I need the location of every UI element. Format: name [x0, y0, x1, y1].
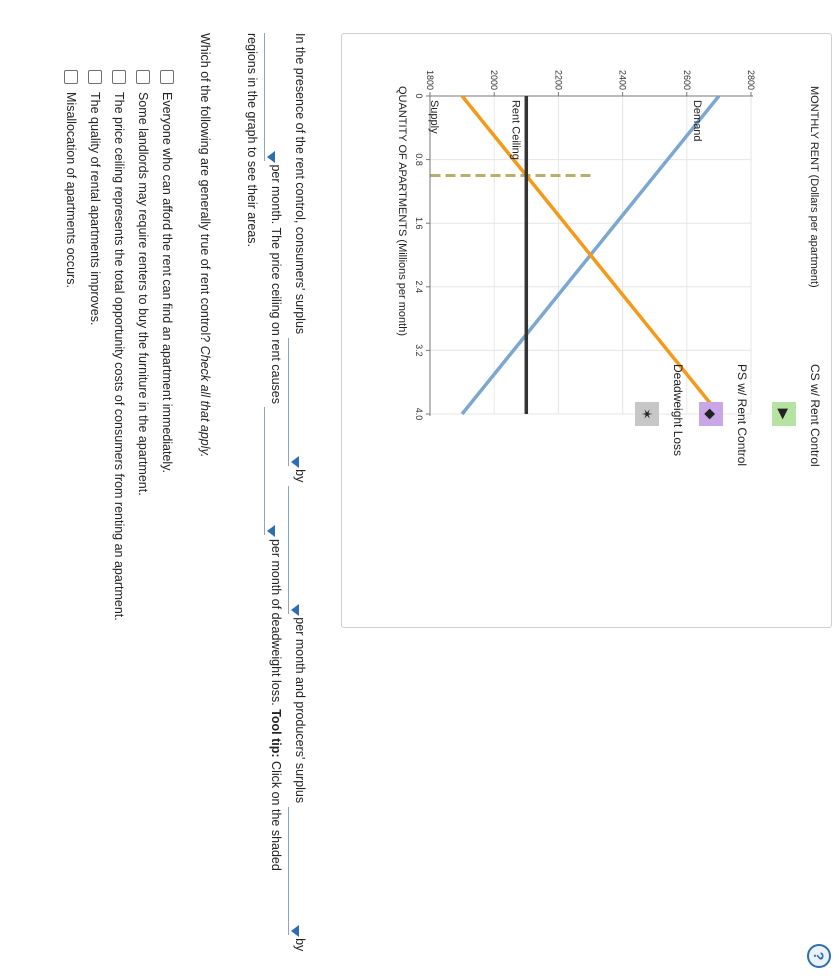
checkbox[interactable]	[64, 70, 78, 84]
checkbox[interactable]	[88, 70, 102, 84]
ps-amount-dropdown[interactable]	[264, 33, 283, 161]
help-button[interactable]	[807, 944, 831, 968]
y-tick-label: 2800	[746, 69, 756, 90]
checkbox[interactable]	[112, 70, 126, 84]
option-row[interactable]: Everyone who can afford the rent can find an apartment immediately.	[155, 70, 179, 930]
checkbox[interactable]	[136, 70, 150, 84]
question-line-1: In the presence of the rent control, consumers' surplus by per month and producers' surplus by	[288, 33, 312, 953]
cs-amount-dropdown[interactable]	[288, 486, 307, 614]
ps-swatch[interactable]	[699, 402, 723, 426]
supply-label: Supply	[428, 99, 441, 134]
checkbox[interactable]	[160, 70, 174, 84]
x-tick-label: 2.4	[414, 280, 424, 294]
x-axis-label: QUANTITY OF APARTMENTS (Millions per month)	[396, 86, 408, 336]
y-tick-label: 2400	[617, 69, 628, 90]
triangle-icon: ▶	[776, 408, 793, 420]
option-row[interactable]: Some landlords may require renters to buy the furniture in the apartment.	[131, 70, 155, 930]
option-row[interactable]: The quality of rental apartments improves.	[83, 70, 107, 930]
x-tick-label: 4.0	[414, 407, 424, 421]
x-tick-label: 3.2	[414, 344, 424, 357]
diamond-icon: ◆	[703, 408, 720, 420]
y-tick-label: 1800	[425, 69, 435, 90]
y-axis-label: MONTHLY RENT (Dollars per apartment)	[808, 86, 820, 288]
legend-item-ps: PS w/ Rent Control	[735, 364, 749, 467]
question-line-2: per month. The price ceiling on rent causes per month of deadweight loss. Tool tip: Click on the shaded	[264, 33, 288, 953]
x-tick-label: 0	[414, 93, 424, 99]
option-row[interactable]: The price ceiling represents the total opportunity costs of consumers from renting an apartment.	[107, 70, 131, 930]
legend-item-dwl: Deadweight Loss	[671, 364, 685, 457]
y-tick-label: 2000	[489, 69, 500, 90]
star-icon: ✶	[639, 408, 656, 420]
demand-label: Demand	[690, 99, 703, 142]
x-tick-label: 0.8	[414, 153, 424, 166]
y-tick-label: 2600	[681, 69, 692, 90]
cs-swatch[interactable]	[772, 402, 796, 426]
dwl-amount-dropdown[interactable]	[264, 407, 283, 535]
rent-ceiling-label: Rent Ceiling	[509, 99, 522, 160]
chart[interactable]	[342, 34, 831, 627]
options-list	[59, 70, 179, 930]
ps-change-dropdown[interactable]	[288, 807, 307, 935]
help-icon: ?	[811, 951, 827, 961]
x-tick-label: 1.6	[414, 216, 424, 230]
prompt: Which of the following are generally true of rent control? Check all that apply.	[198, 33, 212, 458]
dwl-swatch[interactable]	[635, 402, 659, 426]
graph-panel	[341, 33, 832, 628]
question-line-3: regions in the graph to see their areas.	[245, 33, 259, 248]
option-row[interactable]: Misallocation of apartments occurs.	[59, 70, 83, 930]
legend-item-cs: CS w/ Rent Control	[808, 364, 822, 467]
cs-change-dropdown[interactable]	[288, 338, 307, 466]
y-tick-label: 2200	[553, 69, 564, 90]
